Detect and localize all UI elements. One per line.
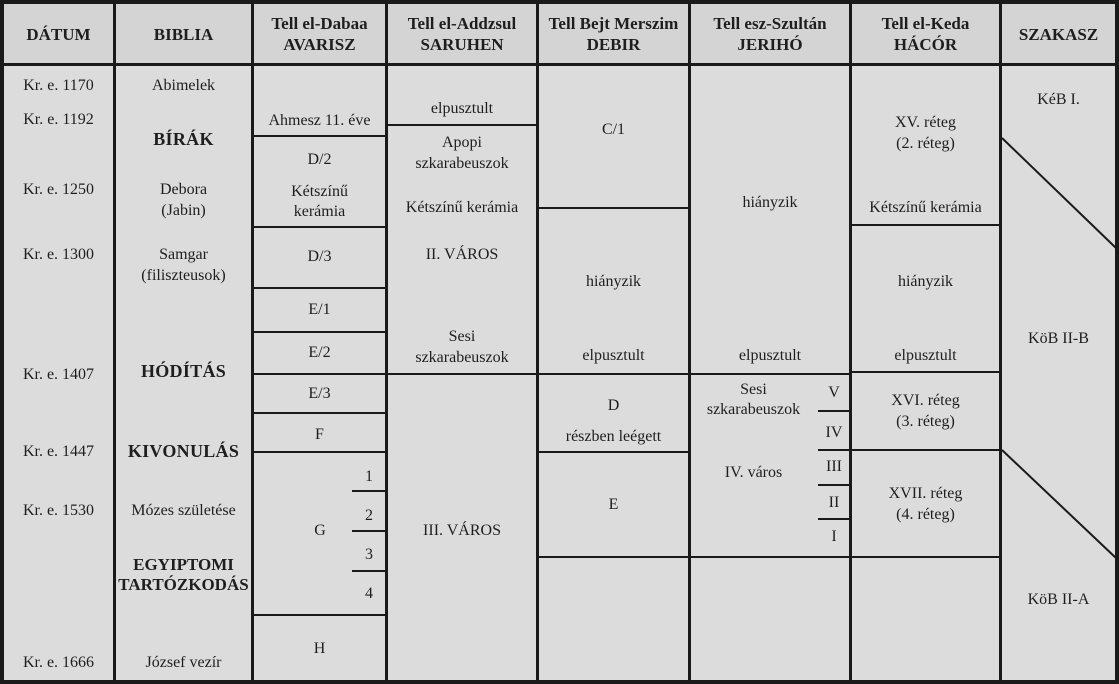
szakasz-keb1: KéB I.	[1037, 91, 1080, 108]
dabaa-ahmesz: Ahmesz 11. éve	[268, 112, 371, 129]
szultan-elpusztult: elpusztult	[738, 347, 802, 364]
date-1666: Kr. e. 1666	[22, 654, 95, 671]
biblia-mozes: Mózes születése	[131, 502, 236, 519]
bejt-reszben: részben leégett	[565, 428, 662, 445]
keda-xvi: XVI. réteg	[891, 392, 960, 409]
dabaa-e2: E/2	[308, 344, 331, 361]
date-1250: Kr. e. 1250	[22, 181, 95, 198]
addzsul-sesi: Sesi	[448, 328, 476, 345]
dabaa-d2: D/2	[307, 151, 332, 168]
szakasz-divider-lower	[1002, 450, 1116, 558]
biblia-tartozkodas: TARTÓZKODÁS	[118, 575, 249, 594]
dabaa-g-1: 1	[365, 468, 373, 485]
biblia-jabin: (Jabin)	[161, 202, 206, 219]
keda-hianyzik: hiányzik	[897, 273, 954, 290]
keda-elpusztult: elpusztult	[894, 347, 957, 364]
szultan-level-iii: III	[826, 458, 842, 475]
date-1170: Kr. e. 1170	[23, 77, 94, 94]
header-bejt-city: DEBIR	[586, 35, 641, 54]
keda-xvii: XVII. réteg	[888, 485, 963, 502]
date-1530: Kr. e. 1530	[22, 502, 95, 519]
dabaa-h: H	[313, 640, 326, 657]
header-bejt-site: Tell Bejt Merszim	[548, 14, 679, 33]
keda-ketszinu: Kétszínű kerámia	[869, 199, 982, 216]
header-keda-site: Tell el-Keda	[881, 14, 970, 33]
bejt-d: D	[607, 397, 620, 414]
keda-xv-sub: (2. réteg)	[896, 135, 955, 152]
dabaa-f: F	[315, 426, 324, 443]
dabaa-g-3: 3	[365, 546, 373, 563]
date-1300: Kr. e. 1300	[22, 246, 95, 263]
szultan-level-iv: IV	[825, 424, 843, 441]
biblia-filiszteusok: (filiszteusok)	[141, 267, 226, 284]
szultan-level-i: I	[831, 528, 837, 545]
dabaa-ketszinu: Kétszínű	[291, 183, 348, 200]
addzsul-ketszinu: Kétszínű kerámia	[405, 199, 519, 216]
dabaa-g: G	[314, 522, 326, 539]
dabaa-e1: E/1	[308, 301, 331, 318]
biblia-birak: BÍRÁK	[153, 129, 214, 149]
bejt-c1: C/1	[601, 121, 626, 138]
biblia-egyiptomi: EGYIPTOMI	[133, 555, 234, 574]
dabaa-g-4: 4	[365, 585, 373, 602]
biblia-debora: Debora	[159, 181, 208, 198]
header-szultan-city: JERIHÓ	[737, 35, 803, 54]
szultan-sesi-szkarabeuszok: szkarabeuszok	[706, 401, 801, 418]
biblia-abimelek: Abimelek	[151, 77, 216, 94]
biblia-jozsef: József vezír	[145, 654, 222, 671]
header-addzsul-city: SARUHEN	[420, 35, 504, 54]
addzsul-apopi-szkarabeuszok: szkarabeuszok	[415, 155, 509, 172]
dabaa-keramia: kerámia	[293, 203, 346, 220]
header-addzsul-site: Tell el-Addzsul	[407, 14, 517, 33]
biblia-hoditas: HÓDÍTÁS	[140, 361, 227, 381]
header-dabaa-site: Tell el-Dabaa	[271, 14, 368, 33]
date-1192: Kr. e. 1192	[23, 111, 94, 128]
bejt-hianyzik: hiányzik	[585, 273, 642, 290]
bejt-e: E	[608, 496, 619, 513]
szakasz-divider-upper	[1002, 138, 1116, 248]
addzsul-elpusztult: elpusztult	[430, 100, 494, 117]
header-dabaa-city: AVARISZ	[283, 35, 356, 54]
szultan-sesi: Sesi	[740, 381, 767, 398]
biblia-samgar: Samgar	[159, 246, 208, 263]
addzsul-varos3: III. VÁROS	[423, 522, 501, 539]
dabaa-g-2: 2	[365, 507, 373, 524]
biblia-kivonulas: KIVONULÁS	[127, 441, 240, 461]
addzsul-varos2: II. VÁROS	[425, 246, 499, 263]
szakasz-kob2a: KöB II-A	[1027, 591, 1090, 608]
keda-xvii-sub: (4. réteg)	[896, 506, 955, 523]
date-1447: Kr. e. 1447	[22, 443, 95, 460]
szakasz-kob2b: KöB II-B	[1028, 330, 1089, 347]
szultan-level-v: V	[828, 384, 840, 401]
addzsul-sesi-szkarabeuszok: szkarabeuszok	[415, 349, 509, 366]
szultan-varos4: IV. város	[724, 464, 783, 481]
addzsul-apopi: Apopi	[442, 134, 482, 151]
keda-xvi-sub: (3. réteg)	[896, 413, 955, 430]
header-biblia-label: BIBLIA	[153, 25, 214, 44]
date-1407: Kr. e. 1407	[22, 366, 95, 383]
bejt-elpusztult: elpusztult	[582, 347, 645, 364]
header-keda-city: HÁCÓR	[893, 35, 958, 54]
header-szakasz-label: SZAKASZ	[1018, 25, 1099, 44]
header-datum-label: DÁTUM	[26, 25, 91, 44]
dabaa-e3: E/3	[308, 385, 331, 402]
header-szultan-site: Tell esz-Szultán	[713, 14, 827, 33]
szultan-level-ii: II	[828, 494, 840, 511]
dabaa-d3: D/3	[307, 248, 332, 265]
keda-xv: XV. réteg	[894, 114, 957, 131]
szultan-hianyzik: hiányzik	[742, 194, 798, 211]
